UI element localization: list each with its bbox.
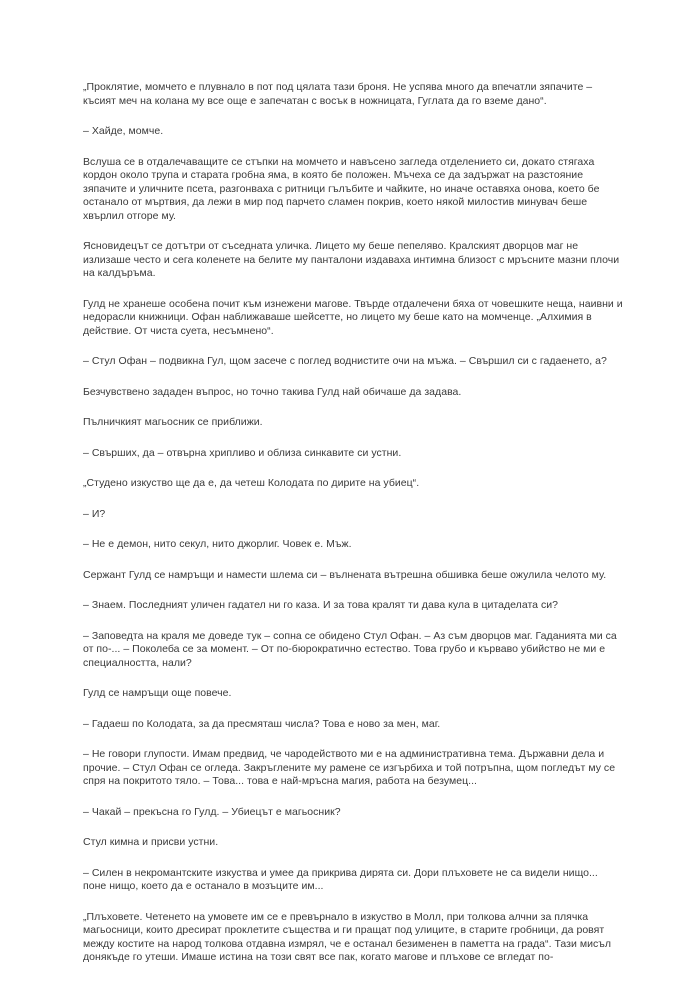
paragraph: – Стул Офан – подвикна Гул, щом засече с поглед воднистите очи на мъжа. – Свършил си с гадаенето, а?: [83, 355, 607, 367]
paragraph: Вслуша се в отдалечаващите се стъпки на момчето и навъсено загледа отделението си, докато стягаха кордон около трупа и старата гробна яма, в която бе положен. Мъчеха се да задържат на разстояние зяпачите и уличните псета, разгонваха с ритници гълъбите и чайките, но иначе оставяха онова, което бе останало от мъртвия, да лежи в мир под парчето сламен покрив, което някой милостив минувач беше хвърлил отгоре му.: [83, 155, 600, 222]
paragraph: – Не говори глупости. Имам предвид, че чародейството ми е на административна тема. Държавни дела и прочие. – Стул Офан се огледа. Закръглените му рамене се изгърбиха и той потръпна, щом погледът му се спря на покритото тяло. – Това... това е най-мръсна магия, работа на безумец...: [83, 748, 616, 787]
paragraph: – Гадаеш по Колодата, за да пресмяташ числа? Това е ново за мен, маг.: [83, 717, 441, 730]
paragraph: – И?: [83, 507, 106, 520]
paragraph: Гулд се намръщи още повече.: [83, 687, 232, 699]
paragraph: „Плъховете. Четенето на умовете им се е превърнало в изкуство в Молл, при толкова алчни за плячка магьосници, които дресират проклетите същества и ги пращат под улиците, в старите гробници, да ровят между костите на народ толкова отдавна измрял, че е останал безименен в паметта на града“. Тази мисъл донякъде го утеши. Имаше истина на този свят все пак, когато магове и плъхове се вгледат по-: [83, 910, 612, 963]
paragraph: – Заповедта на краля ме доведе тук – сопна се обидено Стул Офан. – Аз съм дворцов маг. Гаданията ми са от по-... – Поколеба се за момент. – От по-бюрократично естество. Това грубо и кърваво убийство не ми е специалността, нали?: [83, 629, 617, 669]
paragraph: Ясновидецът се дотътри от съседната уличка. Лицето му беше пепеляво. Кралският дворцов маг не излизаше често и сега коленете на белите му панталони издаваха интимна близост с мръсните мазни плочи на калдъръма.: [83, 240, 620, 279]
paragraph: – Свърших, да – отвърна хрипливо и облиза синкавите си устни.: [83, 446, 402, 459]
document-page: [83, 81, 623, 982]
paragraph: – Не е демон, нито секул, нито джорлиг. Човек е. Мъж.: [83, 538, 352, 550]
paragraph: – Силен в некромантските изкуства и умее да прикрива дирята си. Дори плъховете не са видели нищо... поне нищо, което да е останало в мозъците им...: [83, 866, 598, 892]
paragraph: – Чакай – прекъсна го Гулд. – Убиецът е магьосник?: [83, 805, 341, 818]
paragraph: „Студено изкуство ще да е, да четеш Колодата по дирите на убиец“.: [83, 477, 420, 489]
paragraph: – Знаем. Последният уличен гадател ни го каза. И за това кралят ти дава кула в цитаделата си?: [83, 599, 559, 611]
paragraph: – Хайде, момче.: [83, 125, 164, 137]
paragraph: Безчувствено зададен въпрос, но точно такива Гулд най обичаше да задава.: [83, 385, 462, 398]
paragraph: Пълничкият магьосник се приближи.: [83, 416, 263, 428]
paragraph: Сержант Гулд се намръщи и намести шлема си – вълнената вътрешна обшивка беше ожулила челото му.: [83, 568, 607, 581]
paragraph: Стул кимна и присви устни.: [83, 836, 219, 848]
paragraph: „Проклятие, момчето е плувнало в пот под цялата тази броня. Не успява много да впечатли зяпачите – късият меч на колана му все още е запечатан с восък в ножницата, Гуглата да го вземе дано“.: [83, 81, 593, 107]
paragraph: Гулд не хранеше особена почит към изнежени магове. Твърде отдалечени бяха от човешките неща, наивни и недорасли книжници. Офан наближаваше шейсетте, но лицето му беше като на момченце. „Алхимия в действие. От чиста суета, несъмнено“.: [83, 297, 623, 337]
